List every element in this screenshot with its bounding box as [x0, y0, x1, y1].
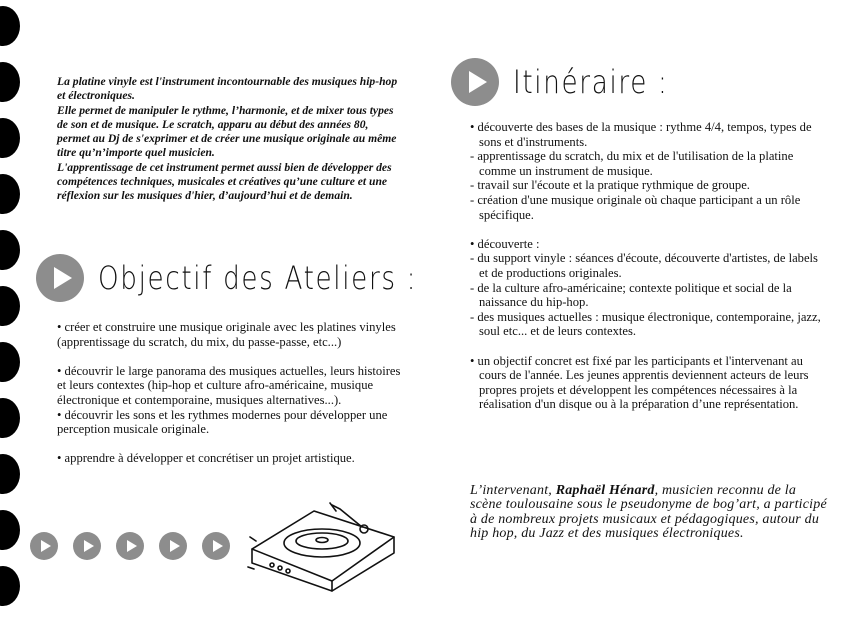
play-icon — [73, 532, 101, 560]
intro-line: L'apprentissage de cet instrument permet aussi bien de développer des compétences techniques, musicales et créatives qu’une culture et une réflexion sur les musiques d'hier, d’aujourd’hui et de demain. — [57, 160, 392, 203]
binding-hole — [0, 566, 20, 606]
binding-hole — [0, 6, 20, 46]
itineraire-heading — [451, 58, 703, 106]
play-icon — [116, 532, 144, 560]
spacer — [57, 349, 402, 364]
bio-text: , musicien reconnu de la scène toulousaine sous le pseudonyme de bog’art, a participé à de nombreux projets musicaux et pédagogiques, autour du hip hop, du Jazz et des musiques électroniques. — [470, 483, 827, 542]
play-icon-row — [30, 532, 230, 560]
spacer — [57, 437, 402, 452]
binding-hole — [0, 342, 20, 382]
binding-hole — [0, 118, 20, 158]
play-icon — [30, 532, 58, 560]
binding-hole — [0, 454, 20, 494]
itineraire-heading-text: Itinéraire : — [513, 63, 669, 101]
list-item: - création d'une musique originale où chaque participant a un rôle spécifique. — [470, 192, 801, 222]
play-icon — [36, 254, 84, 302]
intro-paragraph — [57, 75, 402, 204]
intro-line: La platine vinyle est l'instrument incontournable des musiques hip-hop et électroniques. — [57, 75, 398, 103]
binding-hole — [0, 230, 20, 270]
list-item: • découvrir le large panorama des musiques actuelles, leurs histoires et leurs contextes (hip-hop et culture afro-américaine, musique électronique et contemporaine, musiques alternatives...). — [57, 363, 401, 407]
bio-name: Raphaël Hénard — [555, 483, 655, 498]
list-item: • découverte : — [470, 236, 540, 251]
objectif-list — [57, 320, 402, 466]
list-item: - apprentissage du scratch, du mix et de l'utilisation de la platine comme un instrument de musique. — [470, 149, 794, 178]
list-item: • découvrir les sons et les rythmes modernes pour développer une perception musicale originale. — [57, 407, 388, 437]
objectif-heading-text: Objectif des Ateliers : — [98, 259, 418, 297]
play-icon — [202, 532, 230, 560]
turntable-drawing — [244, 497, 400, 593]
binding-hole — [0, 286, 20, 326]
list-item: • un objectif concret est fixé par les participants et l'intervenant au cours de l'année. Les jeunes apprentis deviennent acteurs de leurs propres projets et développent les compétences nécessaires à la réalisation d'un disque ou à la préparation d’une représentation. — [470, 353, 809, 412]
list-item: - du support vinyle : séances d'écoute, découverte d'artistes, de labels et de productions originales. — [470, 251, 818, 280]
spacer — [470, 339, 830, 354]
play-icon — [159, 532, 187, 560]
list-item: - de la culture afro-américaine; contexte politique et social de la naissance du hip-hop. — [470, 280, 792, 310]
objectif-heading — [36, 254, 487, 302]
list-item: • créer et construire une musique originale avec les platines vinyles (apprentissage du scratch, du mix, du passe-passe, etc...) — [57, 320, 396, 349]
binding-hole — [0, 398, 20, 438]
play-icon — [451, 58, 499, 106]
spacer — [470, 222, 830, 237]
bio-prefix: L’intervenant, — [470, 483, 556, 498]
list-item: - travail sur l'écoute et la pratique rythmique de groupe. — [470, 178, 750, 193]
intro-line: Elle permet de manipuler le rythme, l’harmonie, et de mixer tous types de son et de musique. Le scratch, apparu au début des années 80, permet au Dj de s'exprimer et de créer une musique originale au même titre qu’n’importe quel musicien. — [57, 103, 397, 160]
binding-hole — [0, 510, 20, 550]
list-item: - des musiques actuelles : musique électronique, contemporaine, jazz, soul etc... et de leurs contextes. — [470, 309, 821, 339]
itineraire-list — [470, 120, 830, 412]
spiral-binding — [0, 0, 30, 620]
list-item: • découverte des bases de la musique : rythme 4/4, tempos, types de sons et d'instruments. — [470, 120, 812, 149]
binding-hole — [0, 174, 20, 214]
intervenant-bio — [470, 484, 830, 542]
list-item: • apprendre à développer et concrétiser un projet artistique. — [57, 451, 355, 466]
binding-hole — [0, 62, 20, 102]
